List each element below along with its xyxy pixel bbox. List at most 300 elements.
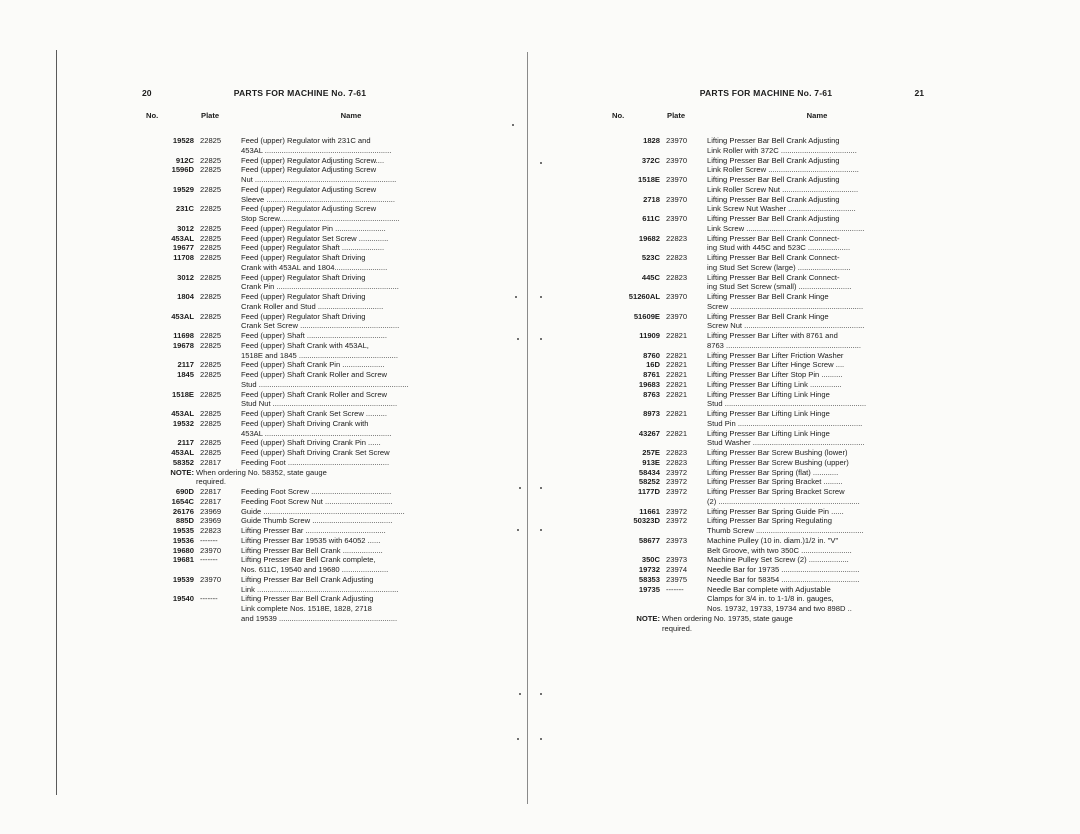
table-row <box>142 536 458 546</box>
part-name-line: Clamps for 3/4 in. to 1-1/8 in. gauges, <box>707 594 834 604</box>
part-number: 19683 <box>638 379 660 389</box>
part-name-line: Lifting Presser Bar Lifting Link ............... <box>707 379 842 389</box>
table-row <box>142 204 458 224</box>
part-number: 19529 <box>172 184 194 194</box>
part-number: 231C <box>175 204 194 214</box>
part-name-line: Feed (upper) Shaft Driving Crank with <box>241 418 369 428</box>
part-name-line: and 19539 ........................................................ <box>241 613 398 623</box>
part-name-line: Lifting Presser Bar Lifting Link Hinge <box>707 409 830 418</box>
part-name <box>241 487 455 497</box>
table-row <box>142 185 458 205</box>
table-row <box>142 224 458 234</box>
table-row <box>142 243 458 253</box>
part-name <box>241 204 455 224</box>
spine-mark <box>515 296 517 298</box>
part-name-line: Needle Bar complete with Adjustable <box>707 584 831 594</box>
part-number: 1518E <box>172 389 194 399</box>
part-number: 257E <box>642 448 660 457</box>
plate-number: 22825 <box>200 331 222 340</box>
table-row <box>608 175 924 195</box>
part-number: 2117 <box>177 438 194 448</box>
part-name-line: Thumb Screw ................................................... <box>707 526 864 535</box>
part-name <box>241 575 455 595</box>
part-name <box>707 234 921 254</box>
table-row <box>142 546 458 556</box>
plate-number: 23970 <box>666 136 688 145</box>
part-name-line: Lifting Presser Bar Spring (flat) ............ <box>707 467 839 477</box>
spine-mark <box>540 738 542 740</box>
part-name-line: Screw Nut ......................................................... <box>707 321 865 331</box>
plate-number: 22825 <box>200 389 222 399</box>
plate-number: 22823 <box>666 448 688 457</box>
part-name-line: (2) ................................................................... <box>707 496 860 506</box>
note-label: NOTE: <box>636 613 660 623</box>
note-text-line: required. <box>662 623 692 633</box>
table-row <box>142 156 458 166</box>
plate-number: 23972 <box>666 506 688 516</box>
plate-number: 22825 <box>200 409 222 418</box>
table-row <box>608 273 924 293</box>
table-row <box>142 390 458 410</box>
table-row <box>608 507 924 517</box>
part-name-line: Feed (upper) Shaft Driving Crank Set Screw <box>241 448 390 457</box>
part-name-line: Feed (upper) Shaft Crank with 453AL, <box>241 340 369 350</box>
plate-number: 22825 <box>200 311 222 321</box>
plate-number: 23970 <box>666 214 688 223</box>
part-name-line: Feed (upper) Regulator Shaft Driving <box>241 292 366 301</box>
table-row <box>608 575 924 585</box>
part-name <box>241 292 455 312</box>
part-name <box>707 136 921 156</box>
book-edge-line <box>56 50 57 795</box>
column-header-no: No. <box>146 111 159 120</box>
part-name-line: Lifting Presser Bar Bell Crank complete, <box>241 555 376 565</box>
part-name-line: Stud ....................................................................... <box>241 379 409 389</box>
part-name-line: Link ................................................................... <box>241 584 399 594</box>
part-number: 19535 <box>172 526 194 535</box>
part-name-line: Feeding Foot ................................................ <box>241 457 390 467</box>
part-name-line: ing Stud Set Screw (small) ......................... <box>707 282 852 292</box>
part-number: 453AL <box>171 233 194 243</box>
part-name <box>241 458 455 468</box>
part-name-line: Guide Thumb Screw ...................................... <box>241 516 393 526</box>
table-row <box>142 253 458 273</box>
plate-number: 23972 <box>666 477 688 487</box>
part-name-line: Stud Nut ........................................................... <box>241 399 398 409</box>
part-name-line: Feed (upper) Regulator Adjusting Screw <box>241 184 377 194</box>
part-name <box>241 390 455 410</box>
part-name-line: Feed (upper) Shaft Crank Roller and Screw <box>241 389 388 399</box>
table-row <box>608 565 924 575</box>
table-row <box>608 331 924 351</box>
part-name <box>707 312 921 332</box>
table-row <box>142 516 458 526</box>
part-name-line: Feed (upper) Regulator Adjusting Screw <box>241 165 377 175</box>
part-name-line: Link complete Nos. 1518E, 1828, 2718 <box>241 604 372 613</box>
part-name-line: Lifting Presser Bar Spring Regulating <box>707 516 832 526</box>
column-header-name: Name <box>340 111 362 120</box>
table-row <box>608 516 924 536</box>
part-name <box>707 273 921 293</box>
plate-number: 23975 <box>666 574 688 584</box>
plate-number: 22821 <box>666 331 688 340</box>
spine-mark <box>512 124 514 126</box>
part-name <box>241 156 455 166</box>
table-row <box>142 370 458 390</box>
plate-number: 22825 <box>200 184 222 194</box>
plate-number: 23970 <box>666 311 688 321</box>
plate-number: 22823 <box>666 233 688 243</box>
page-number: 21 <box>914 88 924 98</box>
page-number: 20 <box>142 88 152 98</box>
table-row <box>608 536 924 556</box>
part-number: 19528 <box>172 136 194 145</box>
part-name-line: Lifting Presser Bar Lifter with 8761 and <box>707 331 838 340</box>
table-row <box>142 487 458 497</box>
part-name-line: Sleeve ............................................................. <box>241 194 396 204</box>
part-name <box>707 575 921 585</box>
table-row <box>142 165 458 185</box>
part-name <box>707 477 921 487</box>
part-name <box>241 341 455 361</box>
part-name-line: Link Roller Screw Nut .................................... <box>707 184 859 194</box>
part-number: 51260AL <box>628 292 660 301</box>
part-name-line: Link Roller Screw ........................................... <box>707 165 859 175</box>
page-title: PARTS FOR MACHINE No. 7-61 <box>699 88 833 98</box>
part-number: 2117 <box>177 360 194 370</box>
part-name <box>241 312 455 332</box>
part-number: 3012 <box>177 272 194 282</box>
table-row <box>608 214 924 234</box>
plate-number: 22825 <box>200 418 222 428</box>
plate-number: 23972 <box>666 467 688 477</box>
table-row <box>142 555 458 575</box>
part-name <box>241 438 455 448</box>
part-name <box>241 536 455 546</box>
note-text-line: When ordering No. 58352, state gauge <box>196 467 327 477</box>
part-name <box>707 360 921 370</box>
table-row <box>142 507 458 517</box>
part-name <box>707 214 921 234</box>
spine-mark <box>540 296 542 298</box>
plate-number: 22825 <box>200 223 222 233</box>
plate-number: 22825 <box>200 370 222 379</box>
part-name <box>707 351 921 361</box>
plate-number: 22817 <box>200 457 222 467</box>
book-gutter <box>527 52 528 804</box>
part-name-line: Feed (upper) Shaft Crank Roller and Screw <box>241 370 388 379</box>
part-name-line: Feed (upper) Regulator Shaft Driving <box>241 311 366 321</box>
plate-number: 23972 <box>666 487 688 496</box>
plate-number: 22821 <box>666 389 688 399</box>
part-name <box>707 380 921 390</box>
part-name <box>241 360 455 370</box>
table-row <box>142 341 458 361</box>
part-name-line: Crank Set Screw ............................................... <box>241 321 400 331</box>
spine-mark <box>540 529 542 531</box>
part-name <box>241 224 455 234</box>
part-name-line: Link Screw ........................................................ <box>707 223 865 233</box>
plate-number: 23973 <box>666 535 688 545</box>
part-name-line: ing Stud with 445C and 523C .................... <box>707 243 851 253</box>
part-name-line: Link Roller with 372C .................................... <box>707 145 857 155</box>
table-row <box>142 448 458 458</box>
part-name <box>241 516 455 526</box>
part-number: 1518E <box>638 175 660 184</box>
plate-number: 23973 <box>666 555 688 565</box>
part-name <box>707 409 921 429</box>
part-name <box>241 546 455 556</box>
part-name-line: Feed (upper) Regulator Shaft Driving <box>241 253 366 262</box>
table-row <box>142 497 458 507</box>
part-number: 19681 <box>172 555 194 565</box>
column-header-plate: Plate <box>201 111 220 120</box>
part-name <box>707 468 921 478</box>
plate-number: 23970 <box>200 545 222 555</box>
table-row <box>608 448 924 458</box>
part-name <box>707 555 921 565</box>
part-name <box>241 243 455 253</box>
plate-number: 23970 <box>666 292 688 301</box>
part-name <box>241 419 455 439</box>
part-number: 11661 <box>639 506 660 516</box>
plate-number: 22817 <box>200 496 222 506</box>
part-number: 453AL <box>171 409 194 418</box>
part-name-line: Lifting Presser Bar Bell Crank Connect- <box>707 272 840 282</box>
column-header-name: Name <box>806 111 828 120</box>
table-row <box>142 312 458 332</box>
part-name-line: Belt Groove, with two 350C ........................ <box>707 545 852 555</box>
part-number: 1804 <box>177 292 194 301</box>
table-row <box>142 458 458 468</box>
table-row <box>142 438 458 448</box>
table-row <box>608 195 924 215</box>
part-name <box>241 594 455 623</box>
note-text-line: required. <box>196 477 226 487</box>
part-name-line: Lifting Presser Bar Lifter Friction Washer <box>707 350 844 360</box>
part-name-line: Lifting Presser Bar Lifter Hinge Screw .... <box>707 360 845 370</box>
table-row <box>142 331 458 341</box>
plate-number: 23974 <box>666 565 688 574</box>
part-number: 11909 <box>639 331 660 340</box>
part-number: 19539 <box>172 574 194 584</box>
part-name <box>707 370 921 380</box>
plate-number: 22823 <box>666 272 688 282</box>
left-page <box>142 88 458 624</box>
table-row <box>608 351 924 361</box>
spine-mark <box>540 693 542 695</box>
part-number: 690D <box>175 487 194 496</box>
plate-number: 22823 <box>666 253 688 262</box>
part-name <box>707 458 921 468</box>
table-row <box>608 136 924 156</box>
table-row <box>608 360 924 370</box>
column-header-plate: Plate <box>667 111 686 120</box>
part-name <box>707 292 921 312</box>
part-name-line: Nut ................................................................... <box>241 175 397 184</box>
part-number: 2718 <box>643 194 660 204</box>
part-name-line: Crank with 453AL and 1804......................... <box>241 262 388 272</box>
part-name-line: Feed (upper) Regulator Adjusting Screw.... <box>241 155 385 165</box>
part-name-line: Feed (upper) Regulator Set Screw .............. <box>241 233 389 243</box>
part-name-line: Lifting Presser Bar Bell Crank Adjusting <box>241 594 374 604</box>
part-name-line: Lifting Presser Bar Bell Crank ................... <box>241 545 383 555</box>
part-name-line: Lifting Presser Bar Lifting Link Hinge <box>707 389 830 399</box>
part-name-line: Lifting Presser Bar 19535 with 64052 ...... <box>241 535 381 545</box>
part-name <box>707 487 921 507</box>
table-row <box>142 594 458 623</box>
part-number: 19677 <box>172 243 194 253</box>
plate-number: 22825 <box>200 155 222 165</box>
part-name-line: Lifting Presser Bar Screw Bushing (upper) <box>707 457 849 467</box>
page-title: PARTS FOR MACHINE No. 7-61 <box>233 88 367 98</box>
table-row <box>142 360 458 370</box>
part-number: 19678 <box>172 340 194 350</box>
column-headers <box>608 111 924 122</box>
plate-number: 23970 <box>666 175 688 184</box>
part-name-line: Stop Screw......................................................... <box>241 214 400 223</box>
parts-list <box>608 136 924 633</box>
part-number: 1177D <box>638 487 660 496</box>
part-name-line: Lifting Presser Bar Bell Crank Connect- <box>707 233 840 243</box>
part-number: 913E <box>642 457 660 467</box>
part-number: 19680 <box>172 545 194 555</box>
plate-number: 22825 <box>200 448 222 457</box>
part-name-line: Nos. 19732, 19733, 19734 and two 898D .. <box>707 604 852 613</box>
part-name <box>241 165 455 185</box>
plate-number: ------- <box>200 555 218 565</box>
part-number: 350C <box>641 555 660 565</box>
table-row <box>142 234 458 244</box>
spine-mark <box>540 487 542 489</box>
column-header-no: No. <box>612 111 625 120</box>
part-name-line: Link Screw Nut Washer ................................ <box>707 204 856 214</box>
part-name-line: Crank Roller and Stud ............................... <box>241 301 384 311</box>
plate-number: ------- <box>200 594 218 604</box>
part-number: 58677 <box>638 535 660 545</box>
plate-number: 22821 <box>666 409 688 418</box>
part-name-line: Lifting Presser Bar Bell Crank Hinge <box>707 292 829 301</box>
table-row <box>142 273 458 293</box>
plate-number: 23969 <box>200 506 222 516</box>
table-row <box>608 234 924 254</box>
table-row <box>608 477 924 487</box>
part-name-line: Lifting Presser Bar Bell Crank Adjusting <box>707 155 840 165</box>
part-number: 19682 <box>638 233 660 243</box>
part-name-line: Lifting Presser Bar Lifting Link Hinge <box>707 428 830 438</box>
part-number: 58434 <box>638 467 660 477</box>
plate-number: 22825 <box>200 360 222 370</box>
part-name <box>241 507 455 517</box>
table-row <box>608 253 924 273</box>
part-name-line: Crank Pin .......................................................... <box>241 282 399 292</box>
part-name-line: Lifting Presser Bar Bell Crank Adjusting <box>707 136 840 145</box>
part-name-line: Machine Pulley Set Screw (2) ................... <box>707 555 849 565</box>
part-number: 1845 <box>177 370 194 379</box>
part-name-line: Feeding Foot Screw Nut ................................ <box>241 496 393 506</box>
part-name <box>241 497 455 507</box>
part-name <box>707 585 921 614</box>
table-row <box>608 370 924 380</box>
plate-number: 22825 <box>200 136 222 145</box>
part-name <box>707 507 921 517</box>
part-name <box>241 331 455 341</box>
plate-number: 22821 <box>666 428 688 438</box>
part-name <box>707 565 921 575</box>
part-number: 16D <box>646 360 660 370</box>
part-name <box>707 195 921 215</box>
part-number: 50323D <box>633 516 660 526</box>
table-row <box>142 136 458 156</box>
spine-mark <box>517 338 519 340</box>
part-name-line: 1518E and 1845 ............................................... <box>241 350 399 360</box>
plate-number: 23970 <box>200 574 222 584</box>
plate-number: 22825 <box>200 292 222 301</box>
page-header <box>142 88 458 102</box>
plate-number: 22817 <box>200 487 222 496</box>
part-name-line: 8763 ................................................................ <box>707 340 862 350</box>
table-row <box>608 555 924 565</box>
part-number: 8973 <box>643 409 660 418</box>
table-row <box>608 292 924 312</box>
table-row <box>608 156 924 176</box>
table-row <box>608 380 924 390</box>
part-number: 51609E <box>633 311 660 321</box>
table-row <box>608 585 924 614</box>
table-row <box>608 312 924 332</box>
part-name-line: Needle Bar for 58354 ..................................... <box>707 574 860 584</box>
spine-mark <box>540 338 542 340</box>
note-label: NOTE: <box>170 467 194 477</box>
spine-mark <box>519 487 521 489</box>
table-row <box>608 458 924 468</box>
note-text <box>660 614 917 634</box>
part-name-line: Machine Pulley (10 in. diam.)1/2 in. "V" <box>707 535 839 545</box>
plate-number: 22821 <box>666 379 688 389</box>
part-name <box>241 555 455 575</box>
part-name-line: Lifting Presser Bar Spring Guide Pin ...... <box>707 506 844 516</box>
table-row <box>142 575 458 595</box>
part-number: 885D <box>175 516 194 526</box>
plate-number: 23970 <box>666 155 688 165</box>
right-page <box>608 88 924 633</box>
part-number: 8761 <box>643 370 660 379</box>
page-header <box>608 88 924 102</box>
part-name-line: Lifting Presser Bar Bell Crank Connect- <box>707 253 840 262</box>
part-name-line: Stud Washer ..................................................... <box>707 438 865 448</box>
parts-list <box>142 136 458 624</box>
part-name-line: Feed (upper) Regulator Pin ........................ <box>241 223 386 233</box>
part-name <box>241 136 455 156</box>
part-number: 58252 <box>638 477 660 487</box>
part-name-line: Guide ................................................................... <box>241 506 405 516</box>
part-name <box>241 409 455 419</box>
part-name <box>241 185 455 205</box>
part-name-line: Lifting Presser Bar Spring Bracket Screw <box>707 487 845 496</box>
table-row <box>142 419 458 439</box>
part-number: 453AL <box>171 311 194 321</box>
plate-number: ------- <box>200 535 218 545</box>
table-row <box>608 468 924 478</box>
plate-number: 22823 <box>200 526 222 535</box>
part-number: 58353 <box>638 574 660 584</box>
part-name-line: Feed (upper) Regulator Adjusting Screw <box>241 204 377 214</box>
part-name <box>707 516 921 536</box>
table-row <box>608 390 924 410</box>
plate-number: 22821 <box>666 360 688 370</box>
part-name-line: Lifting Presser Bar Bell Crank Hinge <box>707 311 829 321</box>
note-text <box>194 468 451 488</box>
